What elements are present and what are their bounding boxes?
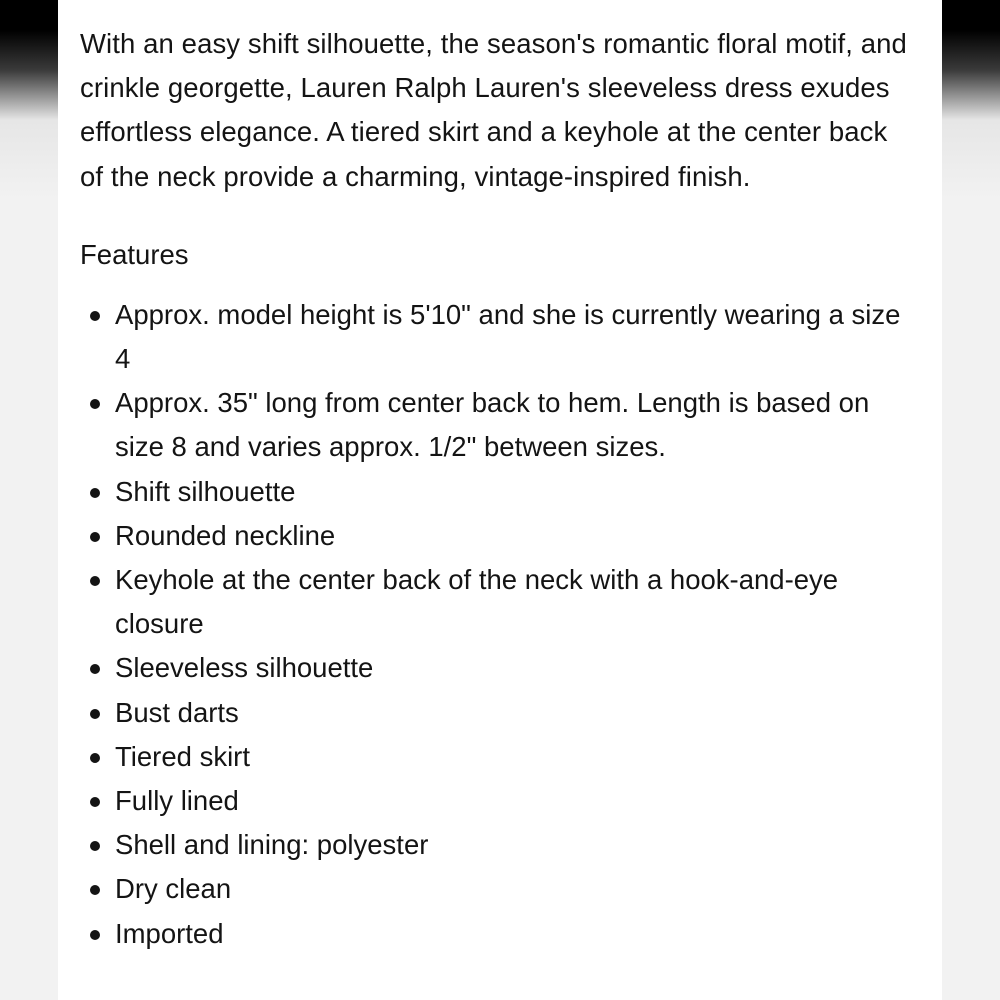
feature-item: [80, 912, 912, 956]
feature-item: [80, 293, 912, 381]
bullet-icon: [90, 797, 100, 807]
feature-item: [80, 735, 912, 779]
left-backdrop: [0, 0, 58, 1000]
feature-item: [80, 514, 912, 558]
feature-text: Fully lined: [115, 785, 239, 817]
bullet-icon: [90, 709, 100, 719]
feature-item: [80, 470, 912, 514]
feature-item: [80, 558, 912, 646]
bullet-icon: [90, 488, 100, 498]
product-description-panel: [58, 0, 942, 1000]
feature-text: Rounded neckline: [115, 519, 336, 551]
feature-item: [80, 646, 912, 690]
feature-text: Approx. model height is 5'10" and she is currently wearing a size 4: [115, 298, 901, 375]
bullet-icon: [90, 885, 100, 895]
feature-item: [80, 779, 912, 823]
feature-text: Shell and lining: polyester: [115, 829, 429, 861]
features-heading: Features: [80, 238, 189, 270]
bullet-icon: [90, 753, 100, 763]
feature-text: Approx. 35" long from center back to hem. Length is based on size 8 and varies approx. 1/2" between sizes.: [115, 387, 870, 463]
bullet-icon: [90, 399, 100, 409]
feature-item: [80, 381, 912, 469]
feature-item: [80, 867, 912, 911]
bullet-icon: [90, 311, 100, 321]
feature-text: Tiered skirt: [115, 740, 250, 772]
feature-text: Imported: [115, 917, 224, 949]
bullet-icon: [90, 532, 100, 542]
feature-item: [80, 823, 912, 867]
bullet-icon: [90, 576, 100, 586]
description-intro: With an easy shift silhouette, the season's romantic floral motif, and crinkle georgette, Lauren Ralph Lauren's sleeveless dress exudes effortless elegance. A tiered skirt and a keyhole at the center back of the neck provide a charming, vintage-inspired finish.: [80, 28, 907, 192]
feature-item: [80, 691, 912, 735]
feature-text: Bust darts: [115, 696, 239, 728]
bullet-icon: [90, 664, 100, 674]
feature-text: Dry clean: [115, 873, 232, 905]
feature-text: Sleeveless silhouette: [115, 652, 374, 684]
bullet-icon: [90, 930, 100, 940]
features-list: [80, 293, 912, 956]
feature-text: Keyhole at the center back of the neck with a hook-and-eye closure: [115, 564, 839, 640]
bullet-icon: [90, 841, 100, 851]
right-backdrop: [942, 0, 1000, 1000]
feature-text: Shift silhouette: [115, 475, 296, 507]
